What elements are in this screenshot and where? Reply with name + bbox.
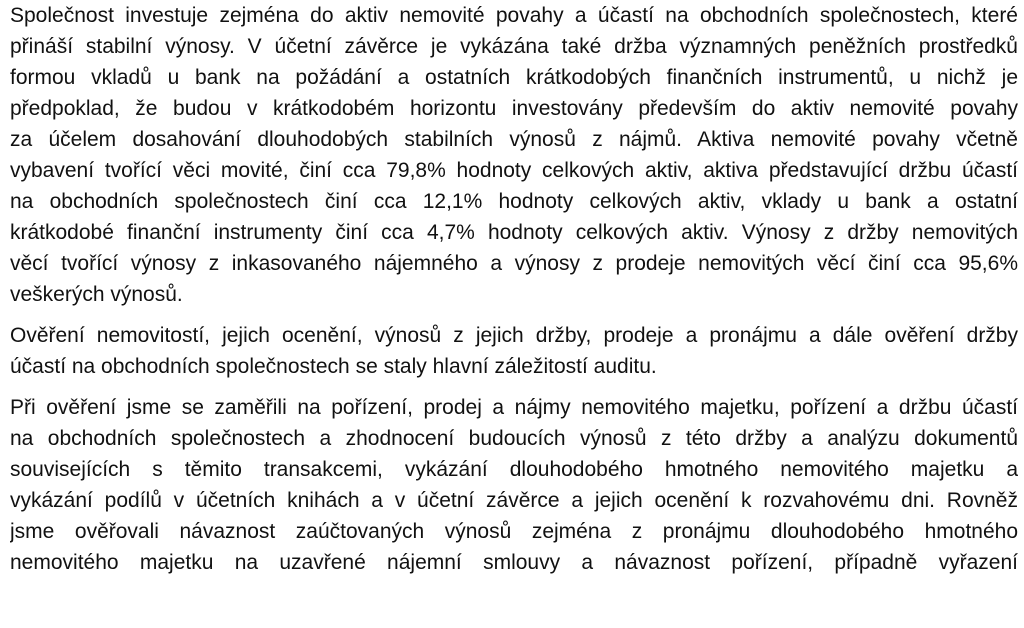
paragraph-investment-structure (10, 0, 1018, 310)
text-line: vybavení tvořící věci movité, činí cca 79,8% hodnoty celkových aktiv, aktiva představující držbu účastí (10, 159, 1018, 182)
text-line: za účelem dosahování dlouhodobých stabilních výnosů z nájmů. Aktiva nemovité povahy včetně (10, 128, 1018, 151)
paragraph-audit-procedures (10, 392, 1018, 578)
paragraph-key-audit-matter (10, 320, 1018, 382)
text-line: krátkodobé finanční instrumenty činí cca 4,7% hodnoty celkových aktiv. Výnosy z držby nemovitých (10, 221, 1018, 244)
text-line: Při ověření jsme se zaměřili na pořízení, prodej a nájmy nemovitého majetku, pořízení a držbu účastí (10, 396, 1018, 419)
document-page (10, 0, 1018, 628)
text-line: veškerých výnosů. (10, 283, 183, 306)
text-line: věcí tvořící výnosy z inkasovaného nájemného a výnosy z prodeje nemovitých věcí činí cca 95,6% (10, 252, 1018, 275)
text-line: jsme ověřovali návaznost zaúčtovaných výnosů zejména z pronájmu dlouhodobého hmotného (10, 520, 1018, 543)
text-line: Ověření nemovitostí, jejich ocenění, výnosů z jejich držby, prodeje a pronájmu a dále ověření držby (10, 324, 1018, 347)
text-line: účastí na obchodních společnostech se staly hlavní záležitostí auditu. (10, 355, 657, 378)
text-line: přináší stabilní výnosy. V účetní závěrce je vykázána také držba významných peněžních prostředků (10, 35, 1018, 58)
text-line: vykázání podílů v účetních knihách a v účetní závěrce a jejich ocenění k rozvahovému dni. Rovněž (10, 489, 1018, 512)
text-line: Společnost investuje zejména do aktiv nemovité povahy a účastí na obchodních společnostech, které (10, 4, 1018, 27)
text-line: na obchodních společnostech činí cca 12,1% hodnoty celkových aktiv, vklady u bank a ostatní (10, 190, 1018, 213)
text-line: nemovitého majetku na uzavřené nájemní smlouvy a návaznost pořízení, případně vyřazení (10, 551, 1018, 574)
text-line: předpoklad, že budou v krátkodobém horizontu investovány především do aktiv nemovité povahy (10, 97, 1018, 120)
text-line: na obchodních společnostech a zhodnocení budoucích výnosů z této držby a analýzu dokumentů (10, 427, 1018, 450)
text-line: souvisejících s těmito transakcemi, vykázání dlouhodobého hmotného nemovitého majetku a (10, 458, 1018, 481)
text-line: formou vkladů u bank na požádání a ostatních krátkodobých finančních instrumentů, u nichž je (10, 66, 1018, 89)
